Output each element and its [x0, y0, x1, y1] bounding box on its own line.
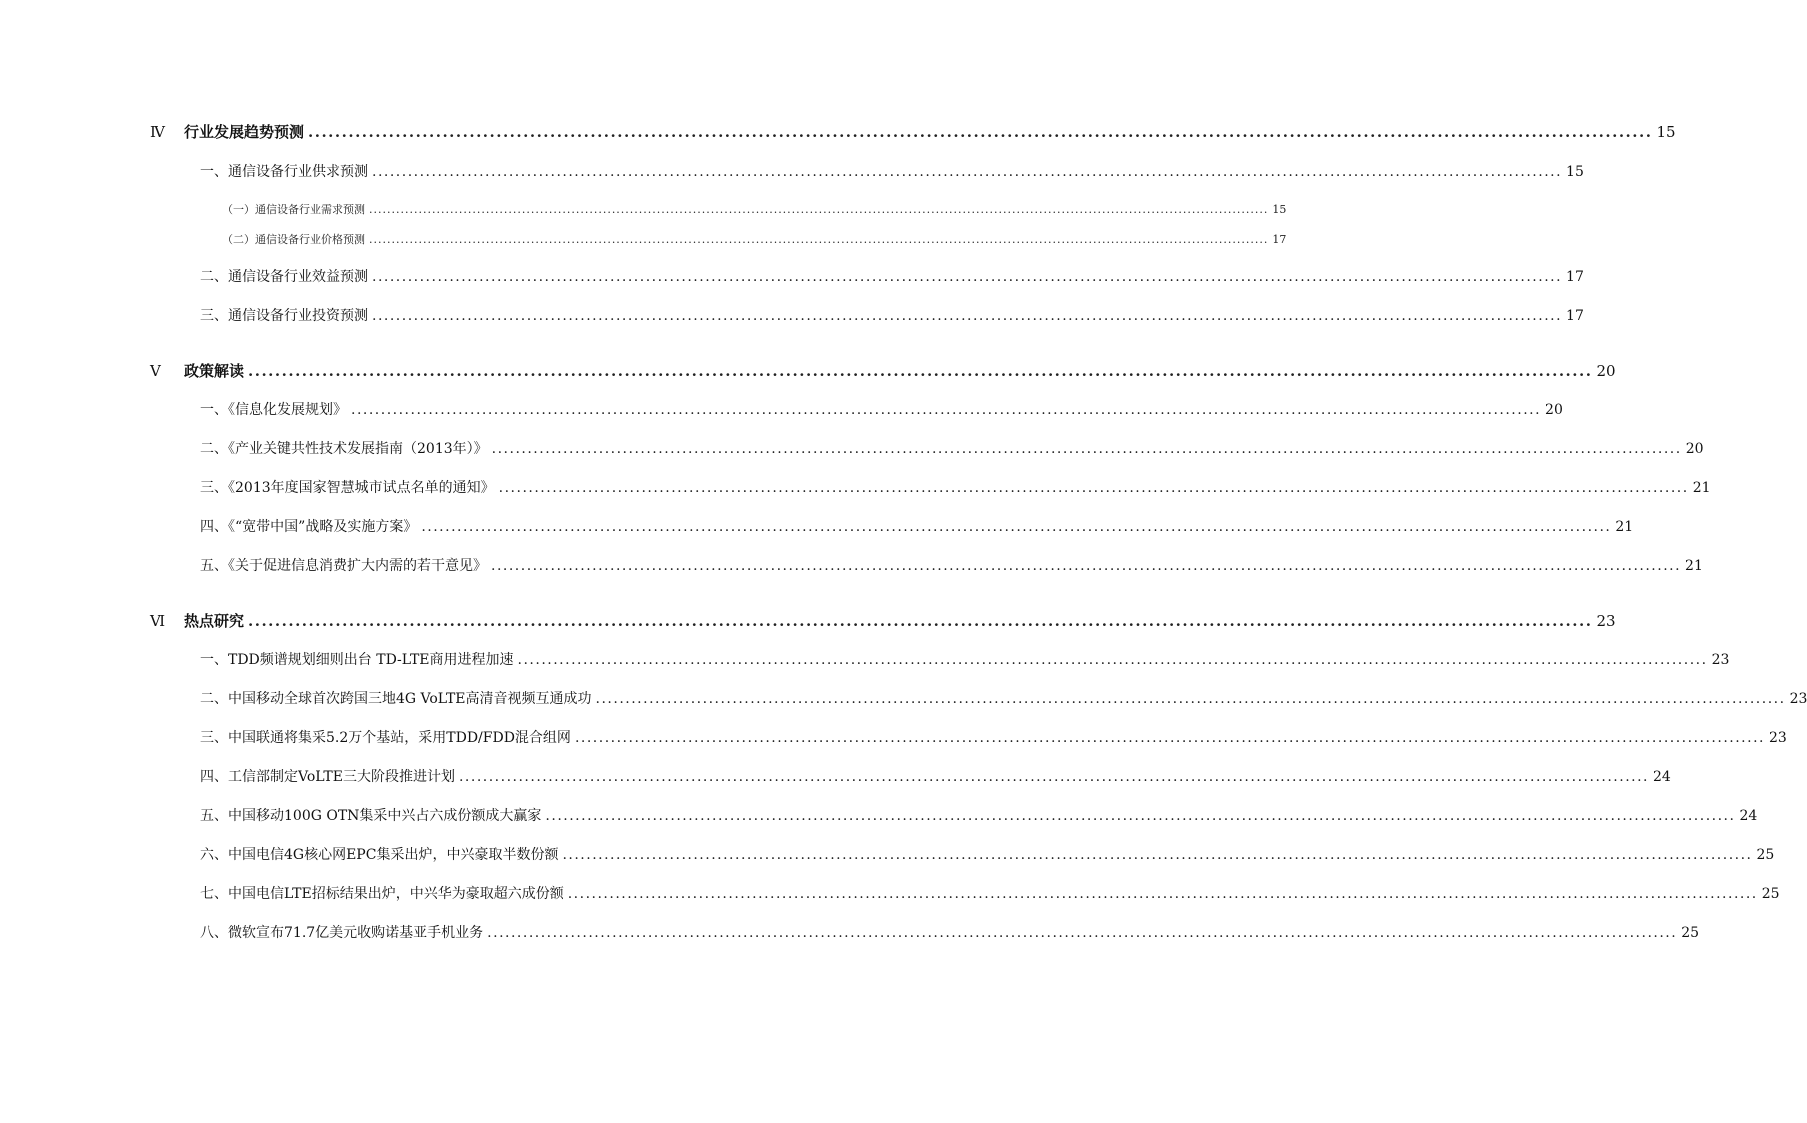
section-title: 四、工信部制定VoLTE三大阶段推进计划: [200, 769, 455, 785]
toc-section[interactable]: [200, 921, 1700, 945]
page-number: 24: [1653, 769, 1671, 785]
leader-dots: ........................................................................................................................................................................................................: [574, 730, 1765, 746]
section-title: 三、通信设备行业投资预测: [200, 308, 368, 324]
page-number: 15: [1272, 203, 1287, 216]
leader-dots: ........................................................................................................................................................................................................: [487, 925, 1678, 941]
chapter-number: Ⅵ: [150, 612, 166, 630]
leader-dots: ........................................................................................................................................................................................................: [491, 558, 1682, 574]
leader-dots: ........................................................................................................................................................................................................: [248, 612, 1593, 630]
leader-dots: ........................................................................................................................................................................................................: [595, 691, 1786, 707]
subsection-title: （一）通信设备行业需求预测: [222, 203, 365, 216]
toc-section[interactable]: [200, 515, 1634, 539]
toc-section[interactable]: [200, 687, 1807, 711]
page-number: 17: [1566, 269, 1584, 285]
page-number: 23: [1768, 730, 1787, 746]
section-title: 二、中国移动全球首次跨国三地4G VoLTE高清音视频互通成功: [200, 691, 592, 707]
leader-dots: ........................................................................................................................................................................................................: [458, 769, 1650, 785]
leader-dots: ........................................................................................................................................................................................................: [517, 652, 1708, 668]
leader-dots: ........................................................................................................................................................................................................: [372, 269, 1563, 285]
toc-section[interactable]: [200, 726, 1787, 750]
leader-dots: ........................................................................................................................................................................................................: [545, 808, 1736, 824]
toc-section[interactable]: [200, 648, 1730, 672]
toc-subsection[interactable]: [222, 198, 1287, 222]
leader-dots: ........................................................................................................................................................................................................: [369, 203, 1269, 216]
section-title: 一、通信设备行业供求预测: [200, 164, 368, 180]
page-number: 20: [1596, 362, 1616, 380]
toc-section[interactable]: [200, 437, 1704, 461]
section-title: 五、《关于促进信息消费扩大内需的若干意见》: [200, 558, 487, 574]
section-title: 七、中国电信LTE招标结果出炉，中兴华为豪取超六成份额: [200, 886, 564, 902]
section-title: 四、《“宽带中国”战略及实施方案》: [200, 519, 418, 535]
page-number: 25: [1761, 886, 1780, 902]
leader-dots: ........................................................................................................................................................................................................: [562, 847, 1753, 863]
chapter-title: 政策解读: [184, 362, 245, 380]
section-title: 六、中国电信4G核心网EPC集采出炉，中兴豪取半数份额: [200, 847, 559, 863]
leader-dots: ........................................................................................................................................................................................................: [372, 164, 1563, 180]
toc-section[interactable]: [200, 304, 1584, 328]
page-number: 15: [1656, 123, 1676, 141]
leader-dots: ........................................................................................................................................................................................................: [248, 362, 1593, 380]
leader-dots: ........................................................................................................................................................................................................: [491, 441, 1682, 457]
section-title: 二、《产业关键共性技术发展指南（2013年）》: [200, 441, 488, 457]
page-number: 17: [1272, 233, 1287, 246]
toc-chapter-4[interactable]: [150, 120, 1676, 144]
page-number: 21: [1615, 519, 1634, 535]
toc-section[interactable]: [200, 765, 1671, 789]
page-number: 21: [1692, 480, 1711, 496]
chapter-number: Ⅴ: [150, 362, 161, 380]
leader-dots: ........................................................................................................................................................................................................: [567, 886, 1758, 902]
section-title: 三、中国联通将集采5.2万个基站，采用TDD/FDD混合组网: [200, 730, 571, 746]
toc-chapter-6[interactable]: [150, 609, 1616, 633]
page-number: 23: [1596, 612, 1616, 630]
section-title: 一、《信息化发展规划》: [200, 402, 347, 418]
toc-section[interactable]: [200, 554, 1703, 578]
section-title: 五、中国移动100G OTN集采中兴占六成份额成大赢家: [200, 808, 542, 824]
page-number: 15: [1566, 164, 1584, 180]
leader-dots: ........................................................................................................................................................................................................: [372, 308, 1563, 324]
toc-section[interactable]: [200, 804, 1758, 828]
section-title: 一、TDD频谱规划细则出台 TD-LTE商用进程加速: [200, 652, 514, 668]
page-number: 23: [1711, 652, 1730, 668]
leader-dots: ........................................................................................................................................................................................................: [421, 519, 1612, 535]
leader-dots: ........................................................................................................................................................................................................: [351, 402, 1542, 418]
page-number: 23: [1789, 691, 1807, 707]
leader-dots: ........................................................................................................................................................................................................: [308, 123, 1653, 141]
toc-chapter-5[interactable]: [150, 359, 1616, 383]
subsection-title: （二）通信设备行业价格预测: [222, 233, 365, 246]
page-number: 20: [1685, 441, 1704, 457]
toc-section[interactable]: [200, 843, 1775, 867]
chapter-number: Ⅳ: [150, 123, 165, 141]
toc-section[interactable]: [200, 160, 1584, 184]
toc-section[interactable]: [200, 476, 1711, 500]
chapter-title: 行业发展趋势预测: [184, 123, 305, 141]
page-number: 21: [1685, 558, 1703, 574]
toc-section[interactable]: [200, 398, 1563, 422]
page-number: 25: [1756, 847, 1775, 863]
page-number: 25: [1681, 925, 1700, 941]
section-title: 三、《2013年度国家智慧城市试点名单的通知》: [200, 480, 495, 496]
section-title: 二、通信设备行业效益预测: [200, 269, 368, 285]
page-number: 24: [1739, 808, 1758, 824]
chapter-title: 热点研究: [184, 612, 245, 630]
toc-section[interactable]: [200, 265, 1584, 289]
toc-subsection[interactable]: [222, 228, 1287, 252]
page-number: 17: [1566, 308, 1584, 324]
section-title: 八、微软宣布71.7亿美元收购诺基亚手机业务: [200, 925, 484, 941]
leader-dots: ........................................................................................................................................................................................................: [498, 480, 1689, 496]
page-number: 20: [1545, 402, 1563, 418]
toc-section[interactable]: [200, 882, 1780, 906]
leader-dots: ........................................................................................................................................................................................................: [369, 233, 1269, 246]
